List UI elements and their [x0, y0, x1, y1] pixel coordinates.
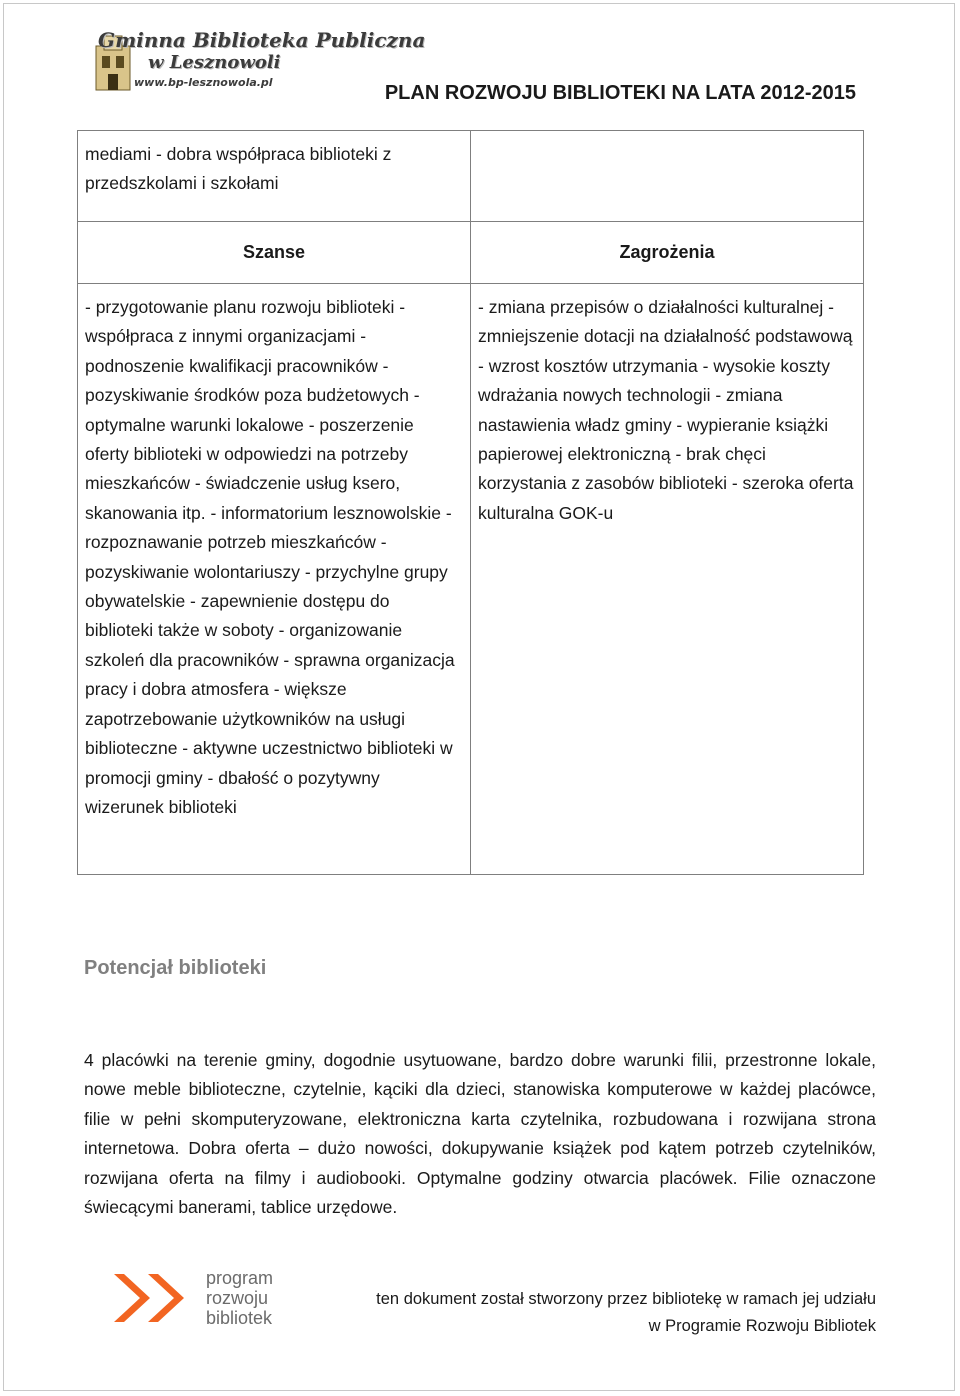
header-opportunities: Szanse — [78, 222, 471, 284]
program-logo-line: program — [206, 1268, 274, 1288]
cell-weaknesses-continued — [471, 131, 864, 222]
program-logo-line: rozwoju — [206, 1288, 269, 1308]
logo-url: www.bp-lesznowola.pl — [134, 76, 273, 89]
program-logo — [110, 1268, 310, 1328]
section-title: Potencjał biblioteki — [84, 957, 267, 979]
cell-opportunities: - przygotowanie planu rozwoju biblioteki - współpraca z innymi organizacjami - podnoszenie kwalifikacji pracowników - pozyskiwanie środków poza budżetowych - optymalne warunki lokalowe - poszerzenie oferty biblioteki w odpowiedzi na potrzeby mieszkańców - świadczenie usług ksero, skanowania itp. - informatorium lesznowolskie - rozpoznawanie potrzeb mieszkańców - pozyskiwanie wolontariuszy - przychylne grupy obywatelskie - zapewnienie dostępu do biblioteki także w soboty - organizowanie szkoleń dla pracowników - sprawna organizacja pracy i dobra atmosfera - większe zapotrzebowanie użytkowników na usługi biblioteczne - aktywne uczestnictwo biblioteki w promocji gminy - dbałość o pozytywny wizerunek biblioteki — [78, 284, 471, 875]
footer-note — [376, 1286, 876, 1340]
double-chevron-icon — [110, 1268, 194, 1328]
cell-threats: - zmiana przepisów o działalności kulturalnej - zmniejszenie dotacji na działalność podstawową - wzrost kosztów utrzymania - wysokie koszty wdrażania nowych technologii - zmiana nastawienia władz gminy - wypieranie książki papierowej elektroniczną - brak chęci korzystania z zasobów biblioteki - szeroka oferta kulturalna GOK-u — [471, 284, 864, 875]
library-logo — [88, 24, 426, 96]
program-logo-line: bibliotek — [206, 1308, 273, 1328]
section-body: 4 placówki na terenie gminy, dogodnie usytuowane, bardzo dobre warunki filii, przestronne lokale, nowe meble biblioteczne, czytelnie, kąciki dla dzieci, stanowiska komputerowe w każdej placówce, filie w pełni skomputeryzowane, elektroniczna karta czytelnika, rozbudowana i rozwijana strona internetowa. Dobra oferta – dużo nowości, dokupywanie książek pod kątem potrzeb czytelników, rozwijana oferta na filmy i audiobooki. Optymalne godziny otwarcia placówek. Filie oznaczone świecącymi banerami, tablice urzędowe. — [84, 1050, 876, 1218]
logo-subtitle: w Lesznowoli — [148, 52, 281, 73]
program-logo-text — [206, 1268, 273, 1328]
table-row — [78, 131, 864, 222]
document-title: PLAN ROZWOJU BIBLIOTEKI NA LATA 2012-2015 — [384, 82, 856, 104]
cell-strengths-continued: mediami - dobra współpraca biblioteki z przedszkolami i szkołami — [78, 131, 471, 222]
swot-table — [77, 130, 864, 875]
header-threats: Zagrożenia — [471, 222, 864, 284]
footer-note-line: ten dokument został stworzony przez bibliotekę w ramach jej udziału — [376, 1290, 876, 1308]
table-row — [78, 222, 864, 284]
footer-note-line: w Programie Rozwoju Bibliotek — [648, 1317, 876, 1335]
logo-title: Gminna Biblioteka Publiczna — [98, 28, 426, 52]
table-row — [78, 284, 864, 875]
